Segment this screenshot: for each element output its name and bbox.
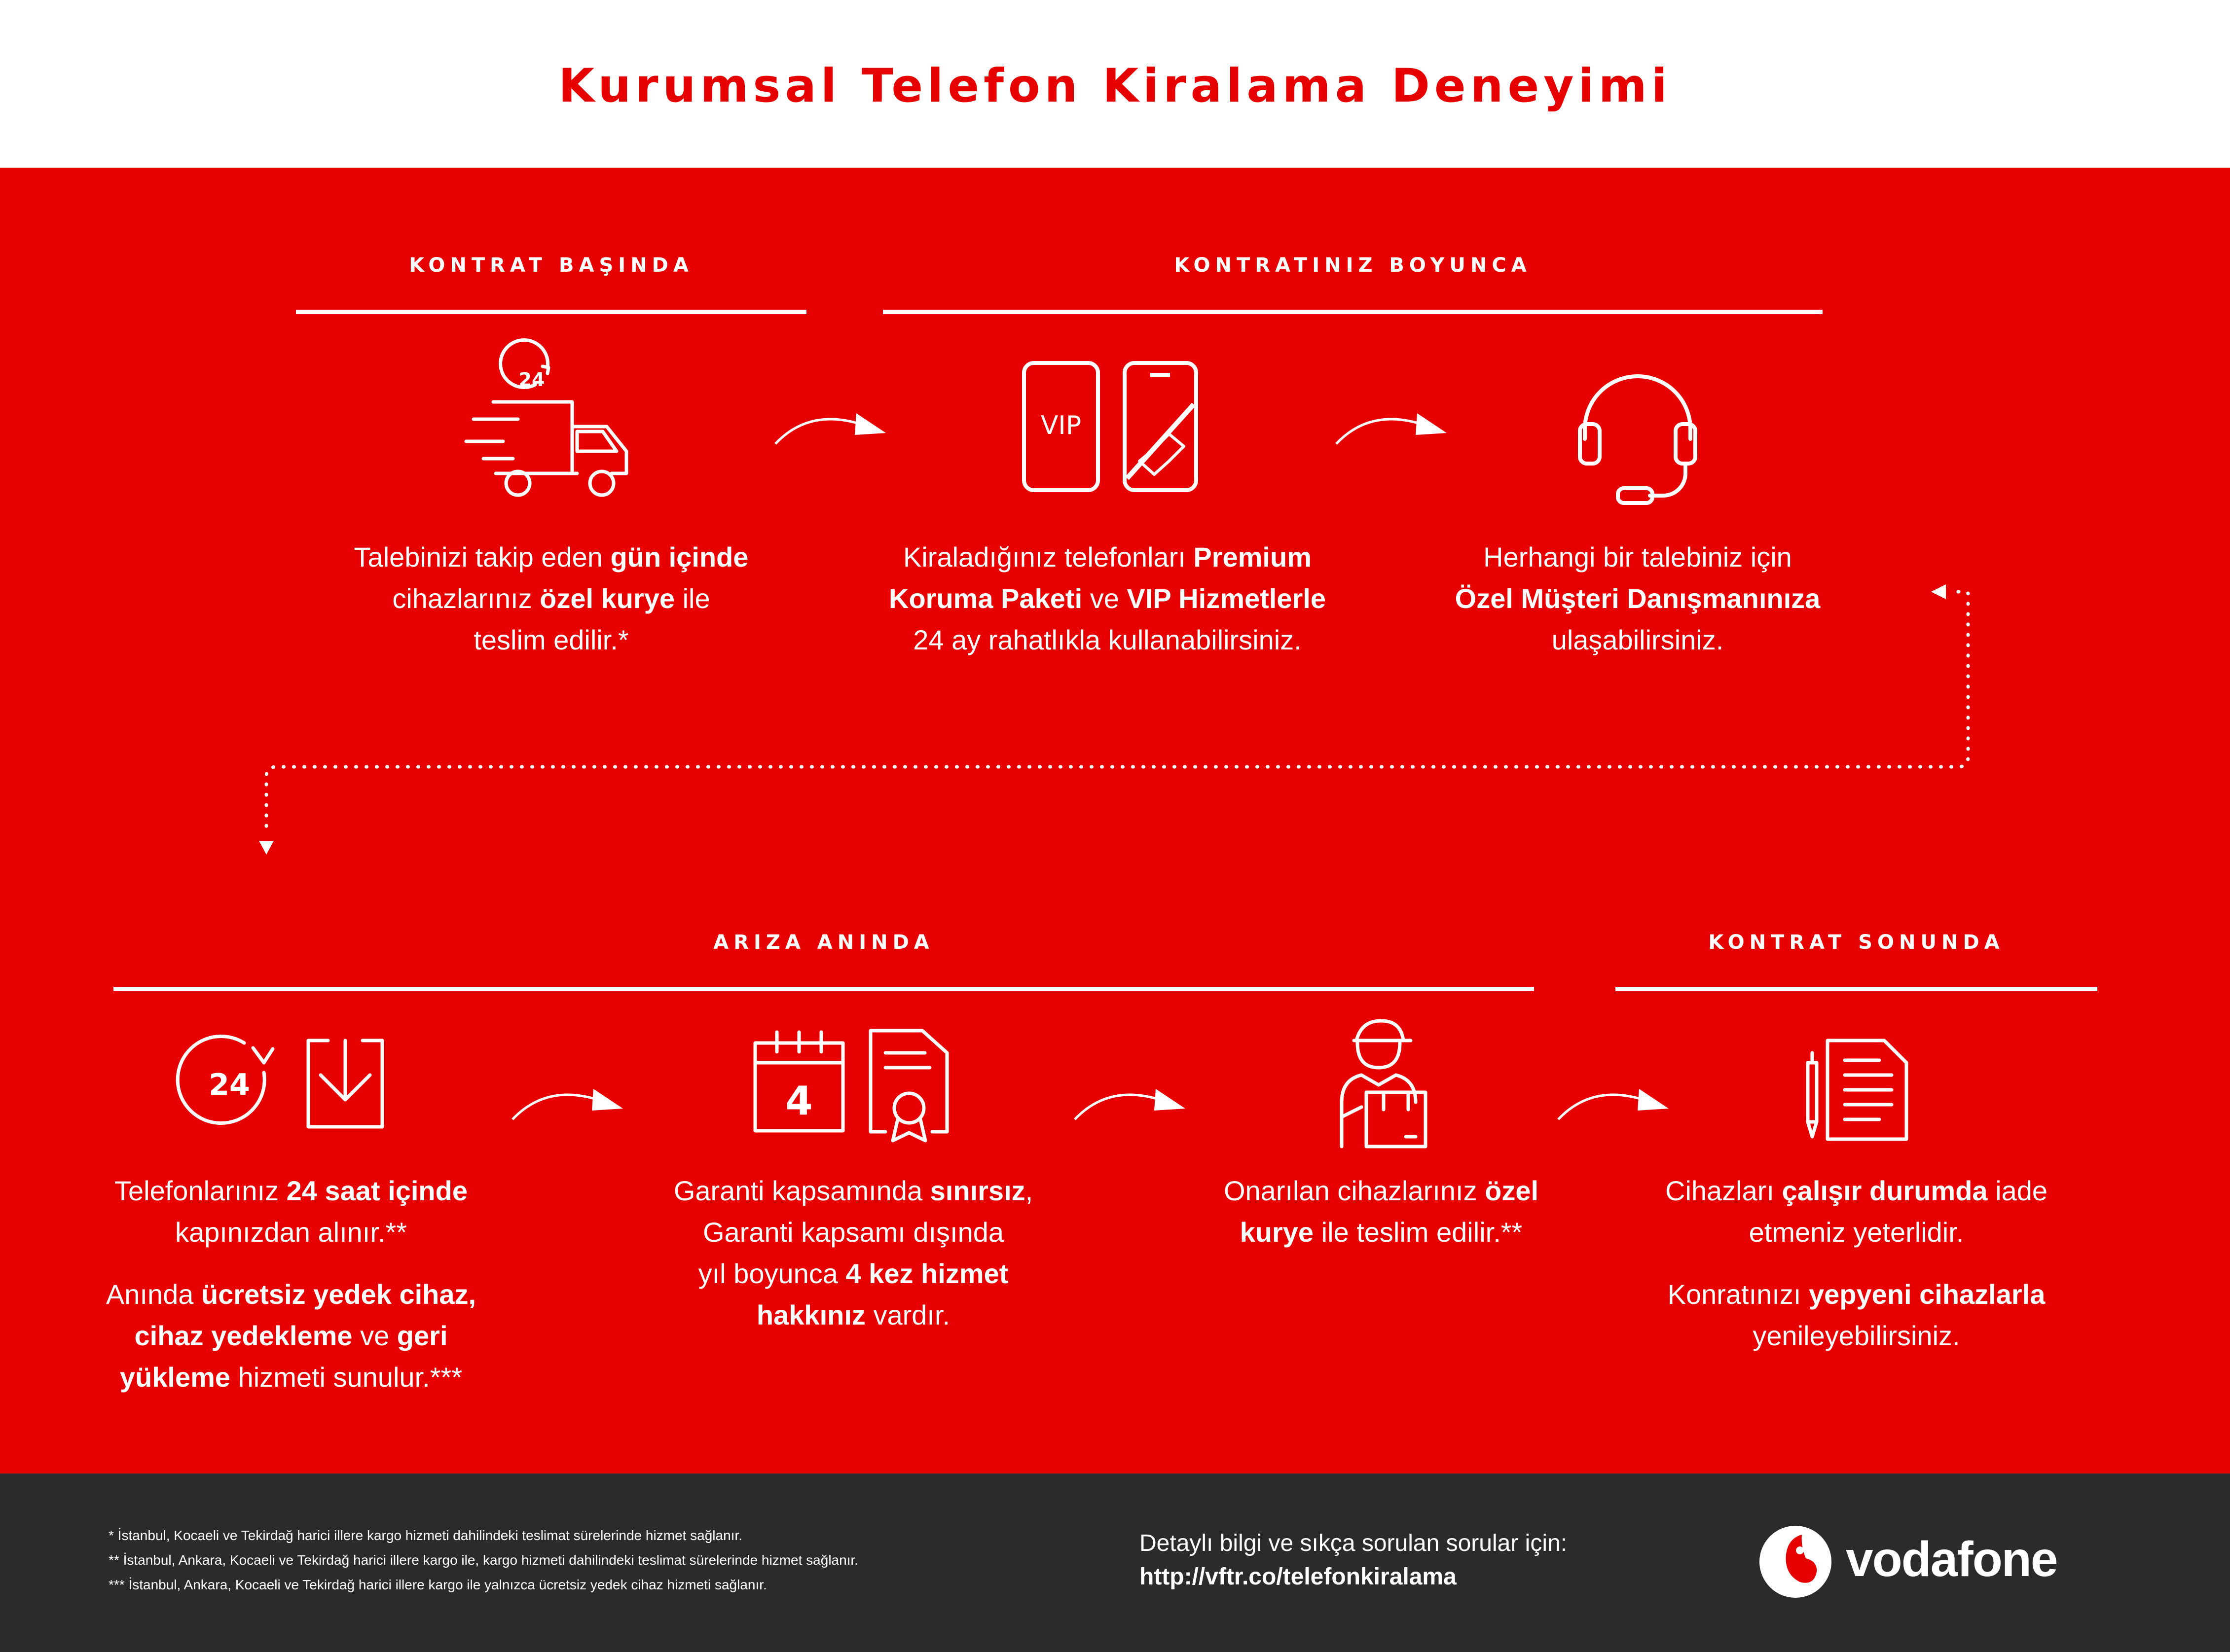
body-text: ile <box>675 583 710 614</box>
header <box>0 0 2230 168</box>
section-heading-during: KONTRATINIZ BOYUNCA <box>1174 254 1532 277</box>
body-text: Talebinizi takip eden <box>354 541 611 573</box>
body-text: cihazlarınız <box>392 583 540 614</box>
text-line <box>76 1357 506 1398</box>
body-text: hizmeti sunulur.*** <box>230 1362 463 1393</box>
body-text: Cihazları <box>1665 1175 1782 1206</box>
text-line <box>76 1212 506 1253</box>
flow-arrow-3 <box>511 1080 624 1129</box>
body-text: vardır. <box>865 1299 950 1330</box>
emphasis-text: 4 kez hizmet <box>845 1258 1009 1289</box>
contract-document-icon <box>1805 1038 1909 1142</box>
text-line <box>1615 1212 2097 1253</box>
warranty-calendar-icon <box>752 1028 950 1142</box>
body-text: 24 ay rahatlıkla kullanabilirsiniz. <box>913 624 1302 655</box>
pickup-badge: 24 <box>209 1068 250 1102</box>
body-text: ve <box>1082 583 1127 614</box>
text-line <box>1184 1170 1578 1212</box>
text-line <box>76 1274 506 1315</box>
info-link[interactable]: http://vftr.co/telefonkiralama <box>1139 1564 1457 1590</box>
flow-arrow-5 <box>1556 1080 1670 1129</box>
emphasis-text: özel kurye <box>540 583 675 614</box>
step-warranty-text <box>629 1170 1078 1336</box>
step-pickup-text <box>76 1170 506 1253</box>
step-return-text <box>1615 1170 2097 1253</box>
body-text: iade <box>1987 1175 2047 1206</box>
body-text: Anında <box>106 1279 201 1310</box>
text-line <box>1184 1212 1578 1253</box>
flow-arrow-1 <box>773 404 887 454</box>
text-line <box>629 1212 1078 1253</box>
body-text: Konratınızı <box>1667 1279 1809 1310</box>
body-text: Herhangi bir talebiniz için <box>1483 541 1792 573</box>
emphasis-text: cihaz yedekleme <box>134 1320 353 1351</box>
courier-icon <box>1327 1018 1430 1151</box>
dotted-flow-connector <box>256 579 1978 861</box>
body-text: ile teslim edilir.** <box>1314 1217 1523 1248</box>
body-text: , <box>1025 1175 1033 1206</box>
text-line <box>629 1253 1078 1294</box>
emphasis-text: VIP Hizmetlerle <box>1127 583 1326 614</box>
emphasis-text: gün içinde <box>610 541 749 573</box>
body-text: yıl boyunca <box>698 1258 846 1289</box>
emphasis-text: geri <box>397 1320 448 1351</box>
text-line <box>834 537 1381 578</box>
delivery-truck-icon <box>464 353 631 505</box>
emphasis-text: Koruma Paketi <box>889 583 1083 614</box>
emphasis-text: yepyeni cihazlarla <box>1809 1279 2046 1310</box>
emphasis-text: Premium <box>1193 541 1312 573</box>
section-rule-fault <box>113 987 1534 991</box>
footnote-3: *** İstanbul, Ankara, Kocaeli ve Tekirdağ harici illere kargo ile yalnızca ücretsiz yedek cihaz hizmeti sağlanır. <box>109 1577 767 1592</box>
page-title: Kurumsal Telefon Kiralama Deneyimi <box>558 59 1672 113</box>
emphasis-text: ücretsiz yedek cihaz, <box>201 1279 476 1310</box>
text-line <box>1615 1170 2097 1212</box>
text-line <box>1615 1274 2097 1315</box>
step-return-text-2 <box>1615 1274 2097 1357</box>
text-line <box>76 1170 506 1212</box>
body-text: etmeniz yeterlidir. <box>1749 1217 1964 1248</box>
emphasis-text: kurye <box>1240 1217 1314 1248</box>
body-text: Telefonlarınız <box>114 1175 287 1206</box>
flow-arrow-4 <box>1073 1080 1186 1129</box>
emphasis-text: hakkınız <box>756 1299 866 1330</box>
section-heading-end: KONTRAT SONUNDA <box>1708 931 2005 954</box>
text-line <box>1374 537 1901 578</box>
body-text: teslim edilir.* <box>474 624 629 655</box>
step-pickup-text-2 <box>76 1274 506 1398</box>
emphasis-text: çalışır durumda <box>1782 1175 1988 1206</box>
text-line <box>1615 1315 2097 1357</box>
text-line <box>629 1294 1078 1336</box>
vip-label: VIP <box>1040 411 1082 440</box>
section-rule-end <box>1615 987 2097 991</box>
footnote-2: ** İstanbul, Ankara, Kocaeli ve Tekirdağ harici illere kargo ile, kargo hizmeti dahilindeki teslimat sürelerinde hizmet sağlanır. <box>109 1552 859 1568</box>
step-repair-text <box>1184 1170 1578 1253</box>
warranty-badge: 4 <box>785 1078 813 1124</box>
emphasis-text: özel <box>1485 1175 1539 1206</box>
flow-arrow-2 <box>1334 404 1448 454</box>
footnote-1: * İstanbul, Kocaeli ve Tekirdağ harici illere kargo hizmeti dahilindeki teslimat sürelerinde hizmet sağlanır. <box>109 1528 743 1543</box>
vip-phone-icon <box>1021 360 1199 493</box>
vodafone-logo-icon <box>1758 1525 1832 1599</box>
emphasis-text: 24 saat içinde <box>286 1175 468 1206</box>
body-text: yenileyebilirsiniz. <box>1753 1320 1960 1351</box>
section-heading-fault: ARIZA ANINDA <box>713 931 934 954</box>
section-rule-during <box>883 310 1823 314</box>
section-rule-start <box>296 310 806 314</box>
body-text: ulaşabilirsiniz. <box>1551 624 1724 655</box>
text-line <box>296 537 806 578</box>
body-text: Garanti kapsamında <box>673 1175 930 1206</box>
text-line <box>629 1170 1078 1212</box>
emphasis-text: Özel Müşteri Danışmanınıza <box>1455 583 1821 614</box>
section-heading-start: KONTRAT BAŞINDA <box>409 254 694 277</box>
brand-name: vodafone <box>1846 1532 2057 1587</box>
body-text: Kiraladığınız telefonları <box>903 541 1194 573</box>
emphasis-text: yükleme <box>119 1362 231 1393</box>
emphasis-text: sınırsız <box>930 1175 1025 1206</box>
info-label: Detaylı bilgi ve sıkça sorulan sorular için: <box>1139 1530 1568 1556</box>
text-line <box>76 1315 506 1357</box>
pickup-24h-icon <box>185 1038 387 1132</box>
body-text: Garanti kapsamı dışında <box>702 1217 1004 1248</box>
body-text: kapınızdan alınır.** <box>175 1217 407 1248</box>
delivery-badge: 24 <box>518 369 545 391</box>
body-text: ve <box>352 1320 397 1351</box>
body-text: Onarılan cihazlarınız <box>1223 1175 1485 1206</box>
headset-icon <box>1576 375 1699 508</box>
